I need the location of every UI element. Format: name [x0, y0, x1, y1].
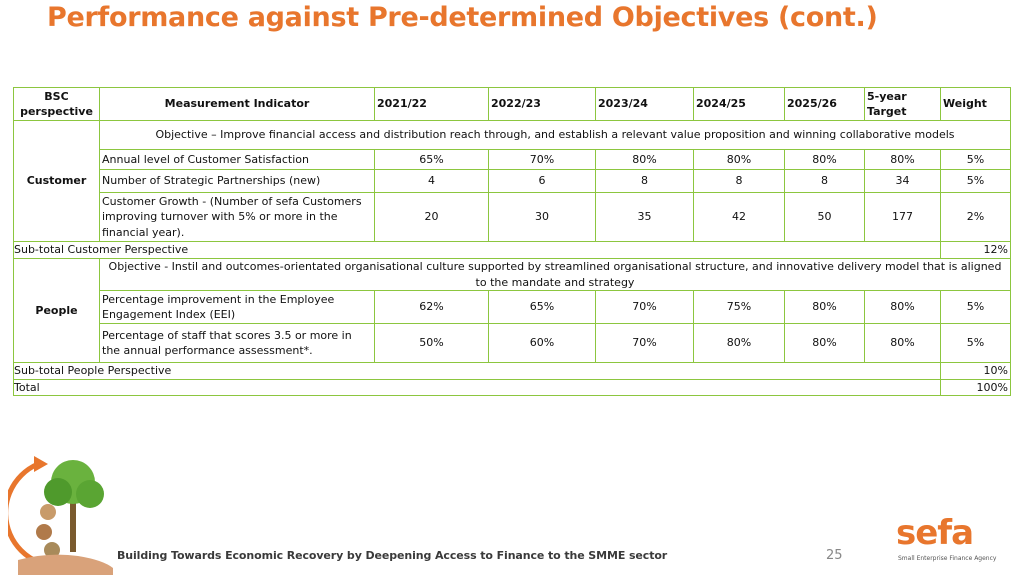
value-cell: 70%	[596, 291, 694, 324]
value-cell: 5%	[941, 170, 1011, 193]
subtotal-row	[14, 242, 1011, 259]
value-cell: 75%	[694, 291, 785, 324]
header-2021-22: 2021/22	[375, 88, 489, 121]
value-cell: 80%	[785, 324, 865, 363]
value-cell: 42	[694, 193, 785, 242]
indicator-cell: Percentage improvement in the Employee Engagement Index (EEI)	[100, 291, 375, 324]
people-objective: Objective - Instil and outcomes-orientated organisational culture supported by streamlined organisational structure, and innovative delivery model that is aligned to the mandate and strategy	[100, 259, 1011, 291]
people-objective-row	[14, 259, 1011, 291]
value-cell: 80%	[865, 150, 941, 170]
value-cell: 177	[865, 193, 941, 242]
subtotal-customer-value: 12%	[941, 242, 1011, 259]
table-row	[14, 291, 1011, 324]
subtotal-people-value: 10%	[941, 363, 1011, 380]
value-cell: 6	[489, 170, 596, 193]
value-cell: 8	[694, 170, 785, 193]
sefa-logo-word: sefa	[896, 513, 974, 553]
perspective-people: People	[14, 259, 100, 363]
header-row	[14, 88, 1011, 121]
value-cell: 8	[785, 170, 865, 193]
header-measurement-indicator: Measurement Indicator	[100, 88, 375, 121]
table-row	[14, 324, 1011, 363]
subtotal-row	[14, 363, 1011, 380]
header-bsc-perspective: BSC perspective	[14, 88, 100, 121]
total-row	[14, 379, 1011, 396]
value-cell: 80%	[865, 291, 941, 324]
arrow-head-icon	[34, 456, 48, 472]
header-2025-26: 2025/26	[785, 88, 865, 121]
value-cell: 80%	[785, 150, 865, 170]
value-cell: 65%	[375, 150, 489, 170]
value-cell: 8	[596, 170, 694, 193]
indicator-cell: Percentage of staff that scores 3.5 or more in the annual performance assessment*.	[100, 324, 375, 363]
value-cell: 70%	[596, 324, 694, 363]
subtotal-people-label: Sub-total People Perspective	[14, 363, 941, 380]
value-cell: 80%	[596, 150, 694, 170]
value-cell: 5%	[941, 291, 1011, 324]
value-cell: 2%	[941, 193, 1011, 242]
indicator-cell: Number of Strategic Partnerships (new)	[100, 170, 375, 193]
value-cell: 62%	[375, 291, 489, 324]
indicator-cell: Customer Growth - (Number of sefa Customers improving turnover with 5% or more in the financial year).	[100, 193, 375, 242]
page-number: 25	[826, 548, 843, 563]
sefa-logo-subtitle: Small Enterprise Finance Agency	[898, 555, 997, 562]
sefa-logo	[896, 513, 1000, 569]
value-cell: 60%	[489, 324, 596, 363]
perspective-customer: Customer	[14, 121, 100, 242]
customer-objective-row	[14, 121, 1011, 150]
header-2024-25: 2024/25	[694, 88, 785, 121]
header-5-year-target: 5-year Target	[865, 88, 941, 121]
header-2022-23: 2022/23	[489, 88, 596, 121]
value-cell: 5%	[941, 324, 1011, 363]
hand-icon	[18, 555, 113, 575]
footer-tagline: Building Towards Economic Recovery by Deepening Access to Finance to the SMME sector	[117, 549, 668, 562]
total-value: 100%	[941, 379, 1011, 396]
photo-circle-icon	[40, 504, 56, 520]
value-cell: 5%	[941, 150, 1011, 170]
header-2023-24: 2023/24	[596, 88, 694, 121]
value-cell: 50	[785, 193, 865, 242]
value-cell: 34	[865, 170, 941, 193]
value-cell: 70%	[489, 150, 596, 170]
subtotal-customer-label: Sub-total Customer Perspective	[14, 242, 941, 259]
value-cell: 20	[375, 193, 489, 242]
objectives-table	[13, 87, 1011, 396]
value-cell: 4	[375, 170, 489, 193]
value-cell: 50%	[375, 324, 489, 363]
page-title: Performance against Pre-determined Objectives (cont.)	[47, 2, 878, 33]
header-weight: Weight	[941, 88, 1011, 121]
table-row	[14, 170, 1011, 193]
value-cell: 35	[596, 193, 694, 242]
table-row	[14, 150, 1011, 170]
value-cell: 30	[489, 193, 596, 242]
value-cell: 65%	[489, 291, 596, 324]
tree-hand-logo	[8, 452, 118, 575]
tree-trunk-icon	[70, 502, 76, 552]
customer-objective: Objective – Improve financial access and distribution reach through, and establish a relevant value proposition and winning collaborative models	[100, 121, 1011, 150]
value-cell: 80%	[865, 324, 941, 363]
value-cell: 80%	[694, 150, 785, 170]
table-row	[14, 193, 1011, 242]
indicator-cell: Annual level of Customer Satisfaction	[100, 150, 375, 170]
value-cell: 80%	[694, 324, 785, 363]
total-label: Total	[14, 379, 941, 396]
value-cell: 80%	[785, 291, 865, 324]
